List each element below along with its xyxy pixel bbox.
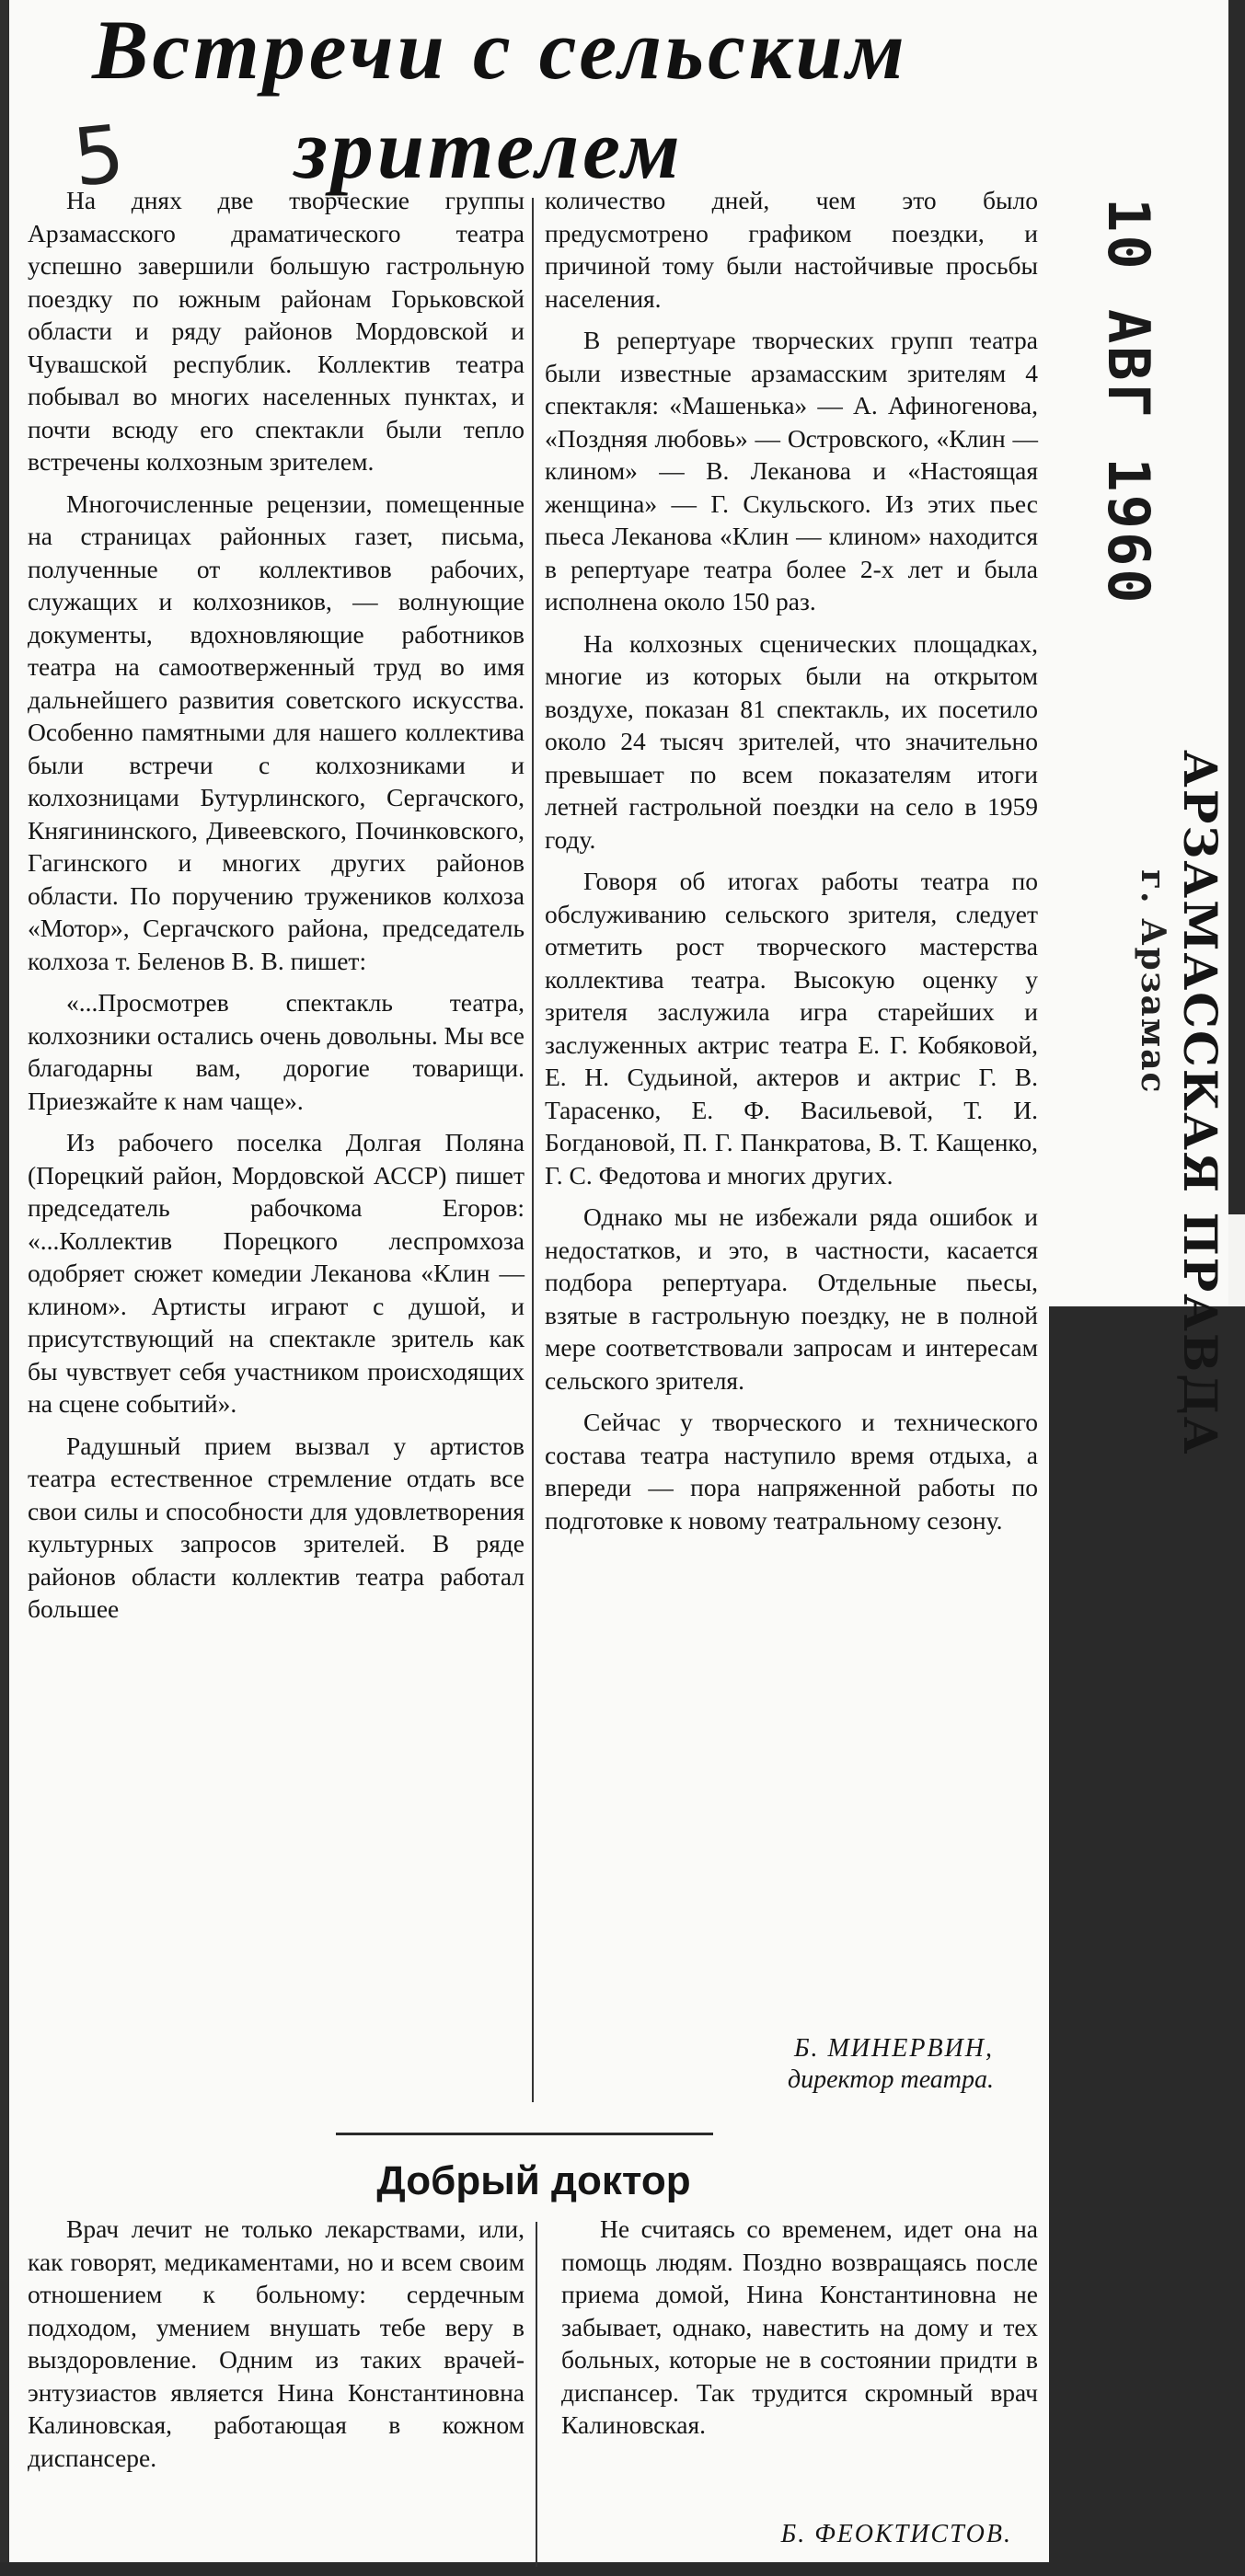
paragraph: В репертуаре творческих групп театра были известные арзамасским зрителям 4 спектакля: «Машенька» — А. Афиногенова, «Поздняя любовь» — Островского, «Клин — клином» — В. Леканова и «Настоящая женщина» — Г. Скульского. Из этих пьес пьеса Леканова «Клин — клином» находится в репертуаре театра более 2-х лет и была исполнена около 150 раз. xyxy=(545,326,1038,615)
paragraph: Врач лечит не только лекарствами, или, как говорят, медикаментами, но и всем своим отношением к больному: сердечным подходом, умением внушать тебе веру в выздоровление. Одним из таких врачей-энтузиастов является Нина Константиновна Калиновская, работающая в кожном диспансере. xyxy=(28,2214,525,2472)
scan-background-bottom xyxy=(0,2562,1245,2576)
newspaper-city: г. Арзамас xyxy=(1134,869,1172,1095)
handwritten-number: 5 xyxy=(68,108,129,205)
article-headline xyxy=(64,0,985,199)
author-title: директор театра. xyxy=(787,2065,994,2094)
article2-signature: Б. ФЕОКТИСТОВ. xyxy=(780,2520,1012,2548)
paragraph: Многочисленные рецензии, помещенные на страницах районных газет, письма, полученные от коллективов рабочих, служащих и колхозников, — волнующие документы, вдохновляющие работников театра на самоотверженный труд во имя дальнейшего развития советского искусства. Особенно памятными для нашего коллектива были встречи с колхозниками и колхозницами Бутурлинского, Сергачского, Княгининского, Дивеевского, Починковского, Гагинского и многих других районов области. По поручению тружеников колхоза «Мотор», Сергачского района, председатель колхоза т. Беленов В. В. пишет: xyxy=(28,489,525,975)
paragraph: Не считаясь со временем, идет она на помощь людям. Поздно возвращаясь после приема домой, Нина Константиновна не забывает, однако, навестить на дому и тех больных, которые не в состоянии придти в диспансер. Так трудится скромный врач Калиновская. xyxy=(561,2214,1038,2439)
paragraph: количество дней, чем это было предусмотрено графиком поездки, и причиной тому были настойчивые просьбы населения. xyxy=(545,186,1038,313)
article2-headline: Добрый доктор xyxy=(376,2158,691,2203)
paragraph: Говоря об итогах работы театра по обслуживанию сельского зрителя, следует отметить рост творческого мастерства коллектива театра. Высокую оценку у зрителя заслужила игра старейших и заслуженных актрис театра Е. Г. Кобяковой, Е. Н. Судьиной, актеров и актрис Г. В. Тарасенко, Е. Ф. Васильевой, Т. И. Богдановой, П. Г. Панкратова, В. Т. Кащенко, Г. С. Федотова и многих других. xyxy=(545,867,1038,1190)
scan-background-lower-right xyxy=(1049,1306,1245,2576)
column-divider xyxy=(536,2222,537,2567)
column-divider xyxy=(532,198,534,2102)
paragraph: Сейчас у творческого и технического состава театра наступило время отдыха, а впереди — пора напряженной работы по подготовке к новому театральному сезону. xyxy=(545,1408,1038,1535)
article-signature xyxy=(681,2033,994,2096)
headline-line-2: зрителем xyxy=(294,102,684,196)
scan-background-right xyxy=(1228,0,1245,1214)
article2-column-2 xyxy=(561,2213,1038,2451)
paragraph: Из рабочего поселка Долгая Поляна (Порецкий район, Мордовской АССР) пишет председатель рабочкома Егоров: «...Коллектив Порецкого леспромхоза одобряет сюжет комедии Леканова «Клин — клином». Артисты играют с душой, и присутствующий на спектакле зритель как бы чувствует себя участником происходящих на сцене событий». xyxy=(28,1128,525,1418)
paragraph: На колхозных сценических площадках, многие из которых были на открытом воздухе, показан 81 спектакль, их посетило около 24 тысяч зрителей, что значительно превышает по всем показателям итоги летней гастрольной поездки на село в 1959 году. xyxy=(545,628,1038,854)
article-column-2 xyxy=(545,184,1038,1546)
headline-line-1: Встречи с сельским xyxy=(92,3,908,97)
paragraph: «...Просмотрев спектакль театра, колхозники остались очень довольны. Мы все благодарны вам, дорогие товарищи. Приезжайте к нам чаще». xyxy=(28,988,525,1115)
author-name: Б. МИНЕРВИН, xyxy=(793,2034,994,2063)
paragraph: На днях две творческие группы Арзамасского драматического театра успешно завершили большую гастрольную поездку по южным районам Горьковской области и ряду районов Мордовской и Чувашской республик. Коллектив театра побывал во многих населенных пунктах, и почти всюду его спектакли были тепло встречены колхозным зрителем. xyxy=(28,186,525,476)
date-stamp: 10 АВГ 1960 xyxy=(1095,198,1162,606)
scan-background-left xyxy=(0,0,9,2576)
paragraph: Однако мы не избежали ряда ошибок и недостатков, и это, в частности, касается подбора репертуара. Отдельные пьесы, взятые в гастрольную поездку, не в полной мере соответствовали запросам и интересам сельского зрителя. xyxy=(545,1202,1038,1395)
paragraph: Радушный прием вызвал у артистов театра естественное стремление отдать все свои силы и способности для удовлетворения культурных запросов зрителей. В ряде районов области коллектив театра работал большее xyxy=(28,1431,525,1623)
newspaper-name: АРЗАМАССКАЯ ПРАВДА xyxy=(1173,750,1228,1456)
article2-column-1 xyxy=(28,2213,525,2483)
section-divider xyxy=(336,2133,713,2135)
article-column-1 xyxy=(28,184,525,1635)
